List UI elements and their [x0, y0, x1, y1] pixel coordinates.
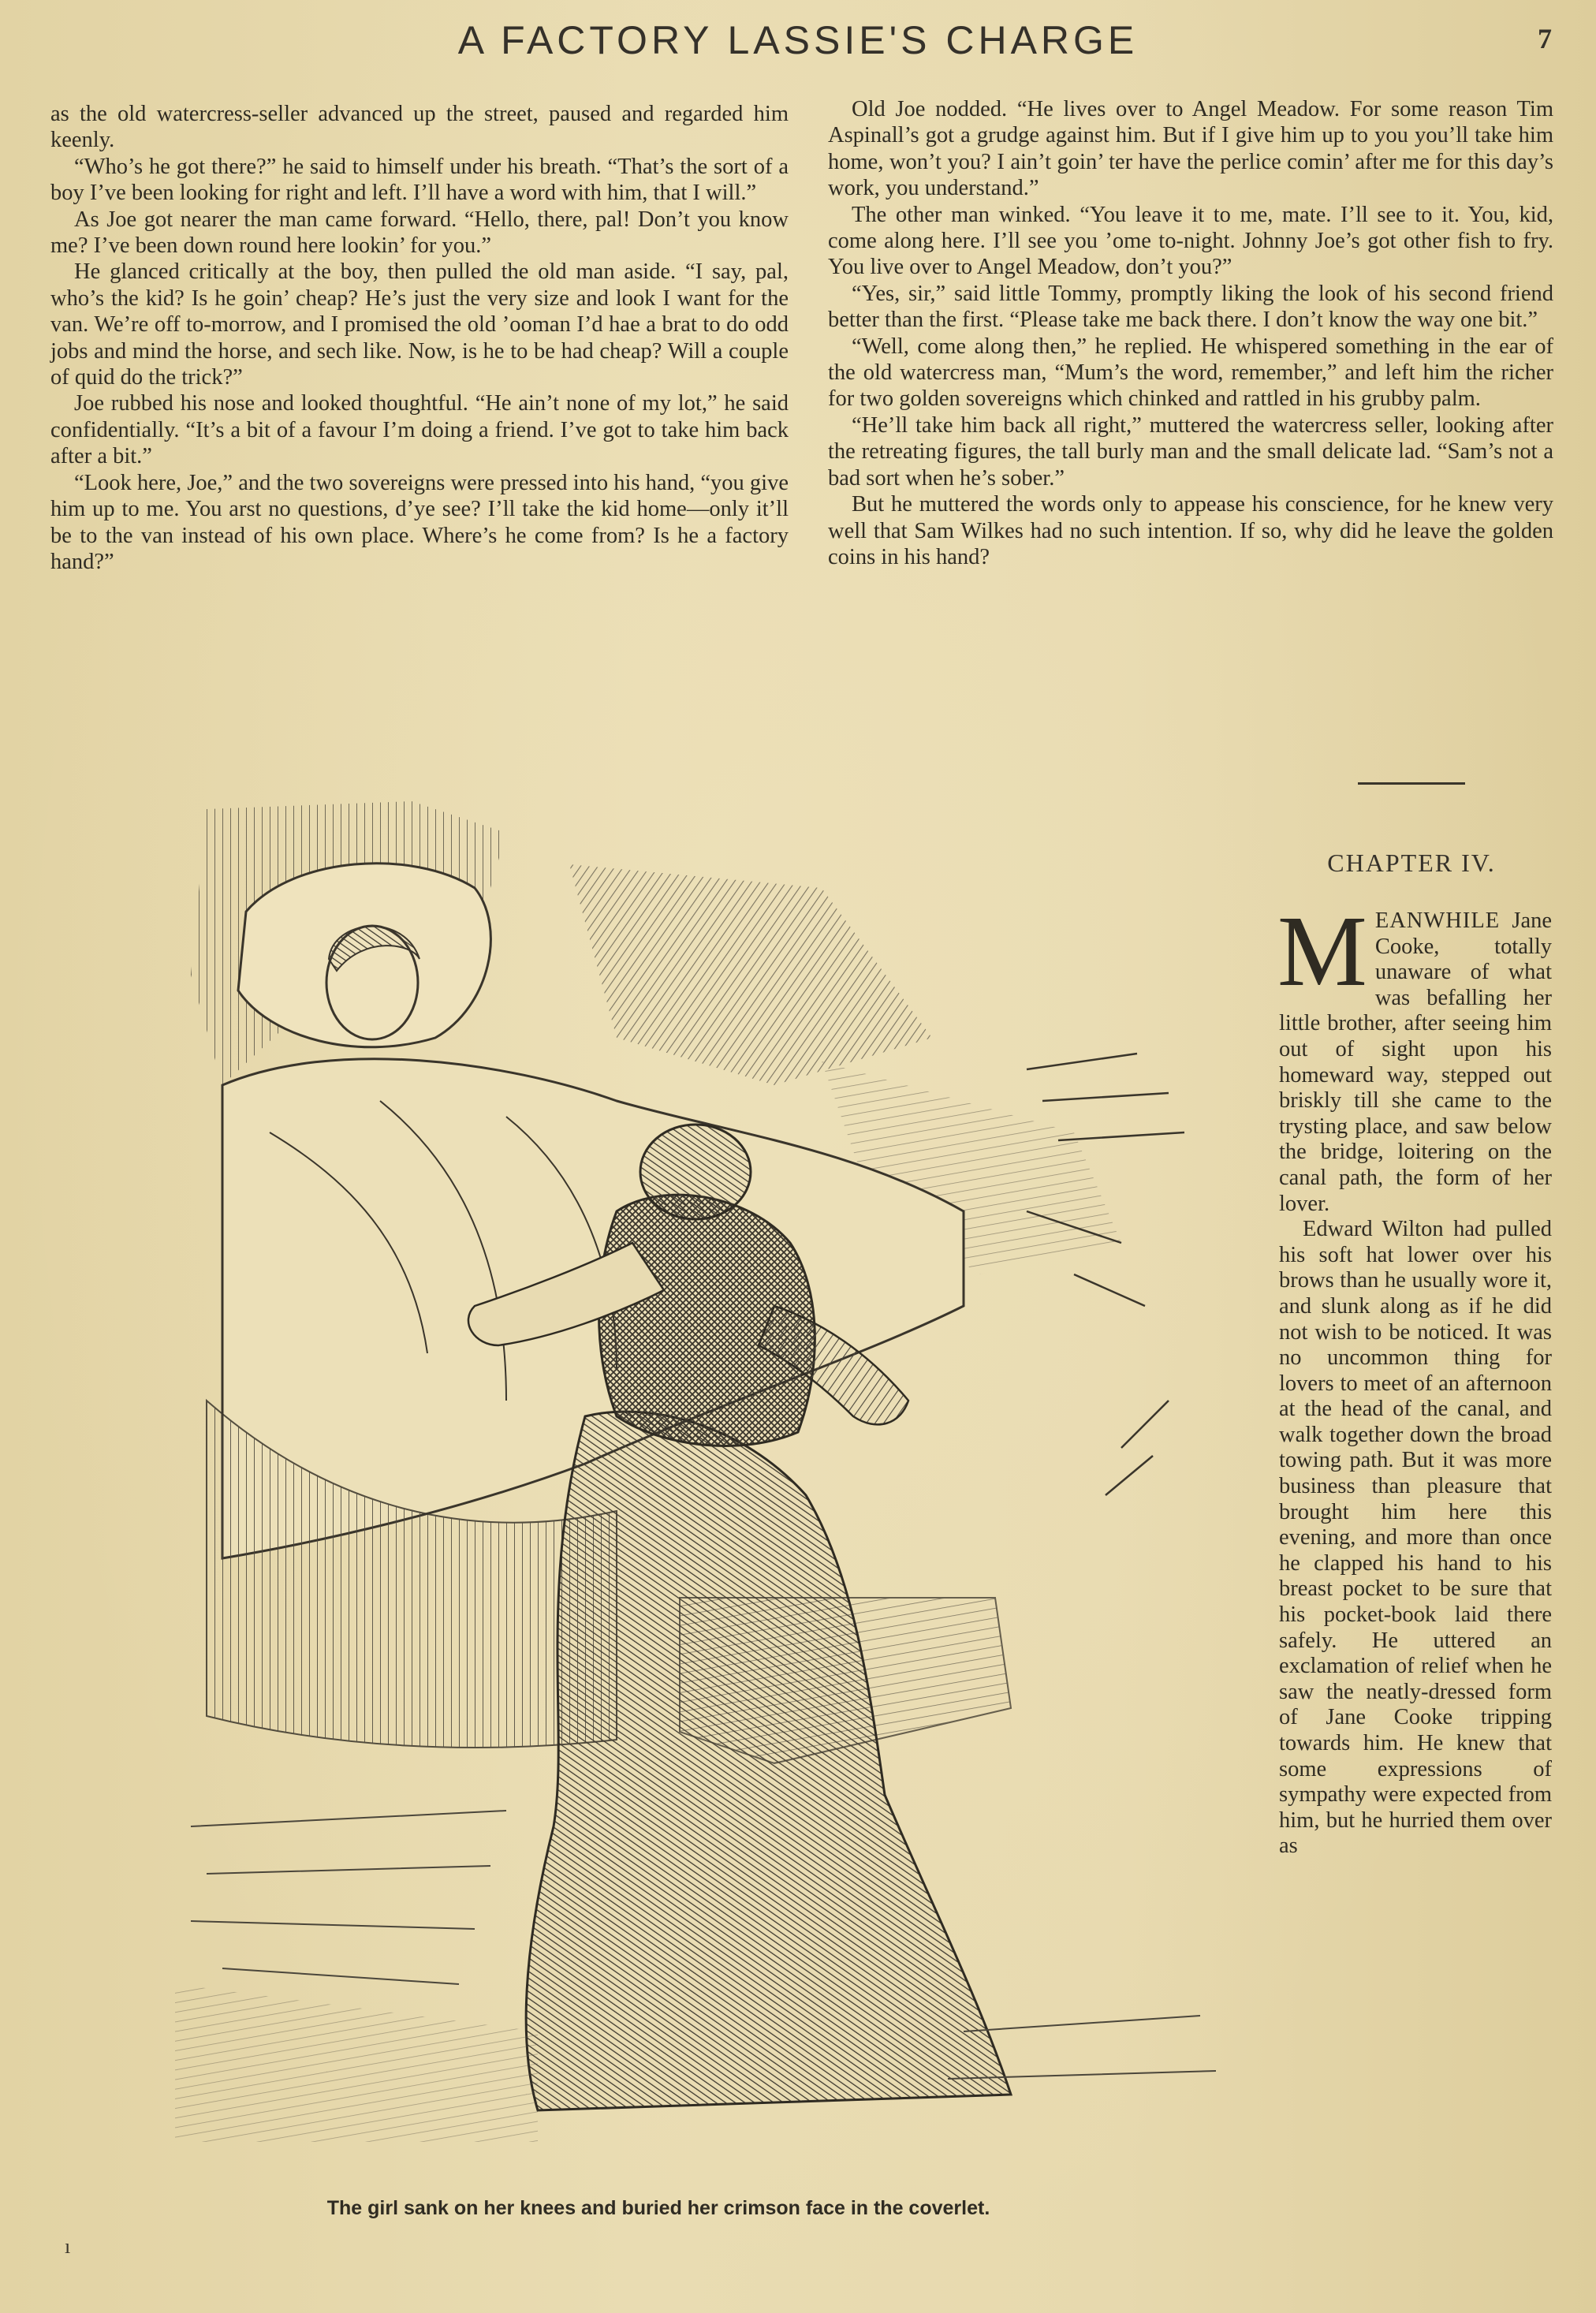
opening-word: EANWHILE: [1374, 908, 1501, 933]
chapter-first-paragraph: [1277, 895, 1552, 1217]
paragraph: The other man winked. “You leave it to me, mate. I’ll see to it. You, kid, come along here. I’ll see you ’ome to-night. Johnny Joe’s got other fish to fry. You live over to Angel Meadow, don’t you?”: [828, 202, 1553, 280]
left-text-column: [50, 101, 789, 575]
wall-shading: [569, 864, 932, 1085]
paragraph: “Well, come along then,” he replied. He whispered something in the ear of the old watercress man, “Mum’s the word, remember,” and left him the richer for two golden sovereigns which chinked and rattled in his grubby palm.: [828, 334, 1553, 412]
right-text-column: [828, 96, 1553, 570]
paragraph: “Who’s he got there?” he said to himself under his breath. “That’s the sort of a boy I’ve been looking for right and left. I’ll have a word with him, that I will.”: [50, 154, 789, 206]
page-number: 7: [1538, 23, 1552, 54]
paragraph: “Look here, Joe,” and the two sovereigns were pressed into his hand, “you give him up to me. You arst no questions, d’ye see? I’ll take the kid home—only it’ll be to the van instead of his own place. Where’s he come from? Is he a factory hand?”: [50, 470, 789, 574]
chapter-heading: CHAPTER IV.: [1327, 849, 1496, 877]
paragraph: as the old watercress-seller advanced up the street, paused and regarded him keenly.: [50, 102, 789, 153]
edge-strokes: [1027, 1054, 1184, 1495]
paragraph: “He’ll take him back all right,” muttered the watercress seller, looking after the retreating figures, the tall burly man and the small delicate lad. “Sam’s not a bad sort when he’s sober.”: [828, 412, 1553, 491]
paragraph: He glanced critically at the boy, then pulled the old man aside. “I say, pal, who’s the kid? Is he goin’ cheap? He’s just the very size and look I want for the van. We’re off to-morrow, and I promised the old ’ooman I’d hae a brat to do odd jobs and mind the horse, and sech like. Now, is he to be had cheap? Will a couple of quid do the trick?”: [50, 259, 789, 390]
drop-cap: M: [1277, 895, 1367, 1007]
paragraph: As Joe got nearer the man came forward. “Hello, there, pal! Don’t you know me? I’ve been down round here lookin’ for you.”: [50, 207, 789, 259]
illustration-engraving: [175, 801, 1247, 2173]
paragraph: Joe rubbed his nose and looked thoughtful. “He ain’t none of my lot,” he said confidentially. “It’s a bit of a favour I’m doing a friend. I’ve got to take him back after a bit.”: [50, 391, 789, 469]
kneeling-girl-head: [640, 1125, 751, 1219]
floor-shading: [175, 1984, 538, 2142]
first-paragraph-text: Jane Cooke, totally unaware of what was befalling her little brother, after seeing him out of sight upon his homeward way, stepped out briskly till she came to the trysting place, and saw below the bridge, loitering on the canal path, the form of her lover.: [1279, 908, 1552, 1216]
paragraph: But he muttered the words only to appease his conscience, for he knew very well that Sam Wilkes had no such intention. If so, why did he leave the golden coins in his hand?: [828, 492, 1553, 569]
running-head-title: A FACTORY LASSIE'S CHARGE: [457, 18, 1139, 62]
paragraph: Old Joe nodded. “He lives over to Angel Meadow. For some reason Tim Aspinall’s got a grudge against him. But if I give him up to you you’ll take him home, won’t you? I ain’t goin’ ter have the perlice comin’ after me for this day’s work, you understand.”: [828, 97, 1553, 201]
stray-print-mark: ı: [65, 2235, 71, 2258]
paragraph: “Yes, sir,” said little Tommy, promptly liking the look of his second friend better than the first. “Please take me back there. I don’t know the way one bit.”: [828, 281, 1553, 333]
paragraph: Edward Wilton had pulled his soft hat lower over his brows than he usually wore it, and slunk along as if he did not wish to be noticed. It was no uncommon thing for lovers to meet of an afternoon at the head of the canal, and walk together down the broad towing path. But it was more business than pleasure that brought him here this evening, and more than once he clapped his hand to his breast pocket to be sure that his pocket-book laid there safely. He uttered an exclamation of relief when he saw the neatly-dressed form of Jane Cooke tripping towards him. He knew that some expressions of sympathy were expected from him, but he hurried them over as: [1279, 1217, 1552, 1859]
chapter-text-column: [1277, 895, 1552, 1860]
kneeling-girl-skirt: [526, 1412, 1011, 2110]
illustration-caption: The girl sank on her knees and buried her crimson face in the coverlet.: [326, 2197, 990, 2219]
section-divider-rule: [1358, 782, 1465, 785]
